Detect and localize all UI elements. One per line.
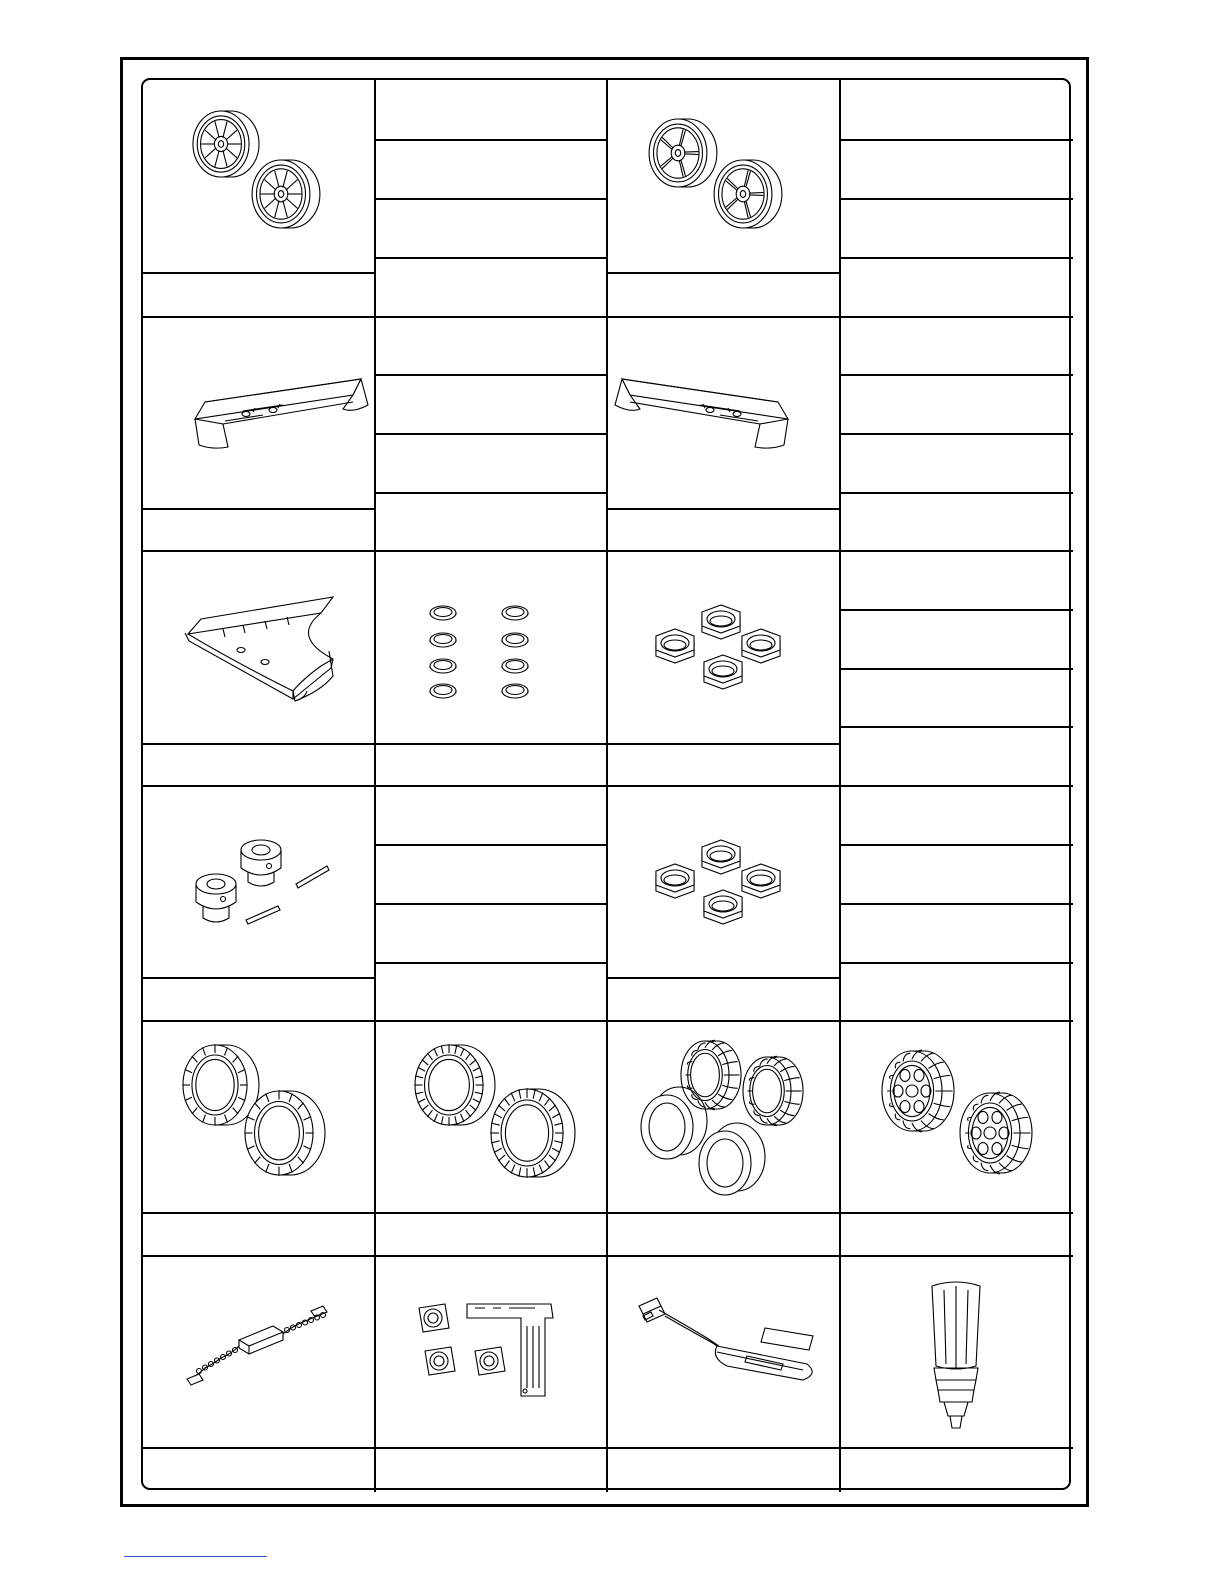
part-cell-rear-wing-a bbox=[143, 317, 375, 509]
rear-wing-icon bbox=[143, 551, 375, 744]
wheel-8-spoke-icon bbox=[143, 80, 375, 273]
table-rule bbox=[840, 668, 1073, 670]
table-rule bbox=[375, 198, 607, 200]
tire-paddle-icon bbox=[607, 1021, 840, 1213]
table-rule bbox=[375, 139, 607, 141]
part-cell-tire-mini-pin bbox=[375, 1021, 607, 1213]
table-rule bbox=[840, 374, 1073, 376]
rear-wing-icon bbox=[607, 317, 840, 509]
frame-parts-icon bbox=[375, 1256, 607, 1448]
table-rule bbox=[840, 962, 1073, 964]
table-rule bbox=[840, 257, 1073, 259]
part-cell-frame-parts bbox=[375, 1256, 607, 1448]
part-cell-tire-paddle bbox=[607, 1021, 840, 1213]
cable-module-icon bbox=[143, 1256, 375, 1448]
part-cell-wheel-nut-set-b bbox=[607, 786, 840, 978]
switch-harness-icon bbox=[607, 1256, 840, 1448]
part-cell-cable-module bbox=[143, 1256, 375, 1448]
rear-wing-icon bbox=[143, 317, 375, 509]
table-rule bbox=[840, 198, 1073, 200]
table-rule bbox=[840, 139, 1073, 141]
part-cell-wheel-paddle bbox=[840, 1021, 1073, 1213]
tire-spike-icon bbox=[143, 1021, 375, 1213]
part-cell-bearing-set bbox=[375, 551, 607, 744]
footer-rule bbox=[124, 1556, 267, 1557]
wheel-hub-icon bbox=[143, 786, 375, 978]
table-rule bbox=[840, 492, 1073, 494]
table-rule bbox=[840, 433, 1073, 435]
part-cell-tire-pin-spike bbox=[143, 1021, 375, 1213]
table-rule bbox=[840, 844, 1073, 846]
part-cell-wheel-8spoke-pair bbox=[143, 80, 375, 273]
part-cell-wheel-hub-set bbox=[143, 786, 375, 978]
part-cell-switch-harness bbox=[607, 1256, 840, 1448]
table-rule bbox=[840, 903, 1073, 905]
screwdriver-icon bbox=[840, 1256, 1073, 1448]
table-rule bbox=[375, 433, 607, 435]
tire-mini-pin-icon bbox=[375, 1021, 607, 1213]
paddle-wheel-icon bbox=[840, 1021, 1073, 1213]
part-cell-rear-wing-b bbox=[607, 317, 840, 509]
hex-nut-icon bbox=[607, 551, 840, 744]
table-rule bbox=[375, 903, 607, 905]
table-rule bbox=[840, 726, 1073, 728]
table-rule bbox=[375, 374, 607, 376]
part-cell-rear-wing-c bbox=[143, 551, 375, 744]
part-cell-screwdriver bbox=[840, 1256, 1073, 1448]
bearing-icon bbox=[375, 551, 607, 744]
table-rule bbox=[375, 492, 607, 494]
table-rule bbox=[375, 962, 607, 964]
part-cell-wheel-nut-set-a bbox=[607, 551, 840, 744]
wheel-5-spoke-icon bbox=[607, 80, 840, 273]
parts-table bbox=[141, 78, 1071, 1490]
table-rule bbox=[840, 609, 1073, 611]
table-rule bbox=[375, 844, 607, 846]
table-rule bbox=[375, 257, 607, 259]
hex-nut-icon bbox=[607, 786, 840, 978]
part-cell-wheel-5spoke-pair bbox=[607, 80, 840, 273]
